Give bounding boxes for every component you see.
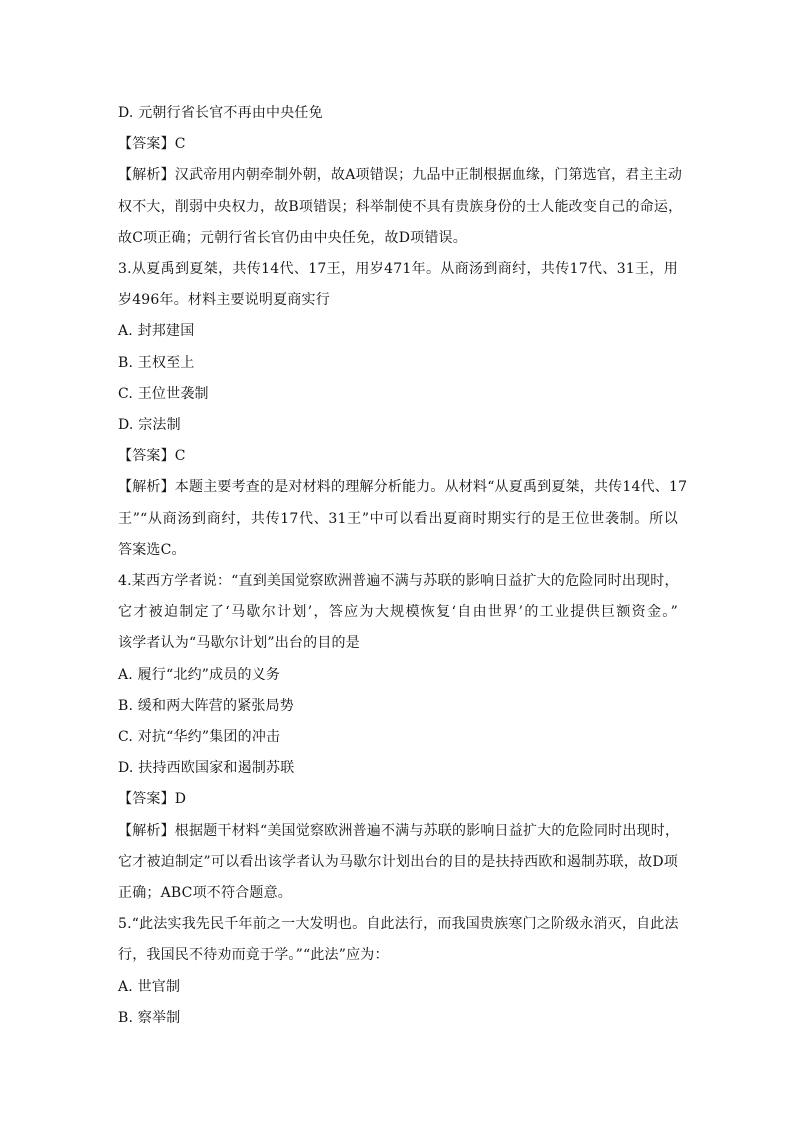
q3-stem-line: 3.从夏禹到夏桀，共传14代、17王，用岁471年。从商汤到商纣，共传17代、31王，用: [118, 261, 678, 278]
q2-option-d: D. 元朝行省长官不再由中央任免: [118, 105, 323, 121]
q3-answer: 【答案】C: [118, 448, 186, 465]
q4-option-c: C. 对抗“华约”集团的冲击: [118, 729, 281, 746]
q5-stem-line: 5.“此法实我先民千年前之一大发明也。自此法行，而我国贵族寒门之阶级永消灭，自此法: [118, 916, 679, 933]
q4-analysis-line: 【解析】根据题干材料“美国觉察欧洲普遍不满与苏联的影响日益扩大的危险同时出现时，: [118, 822, 680, 839]
q5-option-a: A. 世官制: [118, 978, 181, 995]
q2-analysis-line: 【解析】汉武帝用内朝牵制外朝，故A项错误；九品中正制根据血缘，门第选官，君主主动: [118, 167, 683, 184]
q5-option-b: B. 察举制: [118, 1009, 181, 1026]
q3-option-c: C. 王位世袭制: [118, 385, 209, 402]
document-page: [118, 98, 688, 1034]
q5-stem-line: 行，我国民不待劝而竟于学。”“此法”应为：: [118, 947, 389, 964]
q4-answer: 【答案】D: [118, 791, 187, 808]
q3-option-d: D. 宗法制: [118, 417, 181, 434]
q3-analysis-line: 答案选C。: [118, 541, 186, 558]
q3-analysis-line: 王”“从商汤到商纣，共传17代、31王”中可以看出夏商时期实行的是王位世袭制。所以: [118, 510, 678, 527]
q4-stem-line: 该学者认为“马歇尔计划”出台的目的是: [118, 635, 360, 652]
q3-option-a: A. 封邦建国: [118, 323, 195, 340]
q2-analysis-line: 权不大，削弱中央权力，故B项错误；科举制使不具有贵族身份的士人能改变自己的命运，: [118, 198, 683, 215]
q4-option-d: D. 扶持西欧国家和遏制苏联: [118, 760, 295, 777]
q4-analysis-line: 正确；ABC项不符合题意。: [118, 885, 292, 902]
q4-option-b: B. 缓和两大阵营的紧张局势: [118, 697, 294, 714]
q3-analysis-line: 【解析】本题主要考查的是对材料的理解分析能力。从材料“从夏禹到夏桀，共传14代、17: [118, 479, 688, 496]
q4-stem-line: 4.某西方学者说：“直到美国觉察欧洲普遍不满与苏联的影响日益扩大的危险同时出现时，: [118, 573, 679, 590]
q2-analysis-line: 故C项正确；元朝行省长官仍由中央任免，故D项错误。: [118, 229, 467, 246]
q4-stem-line: 它才被迫制定了‘马歇尔计划’，答应为大规模恢复‘自由世界’的工业提供巨额资金。”: [118, 604, 678, 621]
q4-option-a: A. 履行“北约”成员的义务: [118, 666, 281, 683]
q3-option-b: B. 王权至上: [118, 354, 195, 371]
q4-analysis-line: 它才被迫制定”可以看出该学者认为马歇尔计划出台的目的是扶持西欧和遏制苏联，故D项: [118, 853, 678, 870]
q3-stem-line: 岁496年。材料主要说明夏商实行: [118, 292, 330, 309]
q2-answer: 【答案】C: [118, 136, 186, 153]
